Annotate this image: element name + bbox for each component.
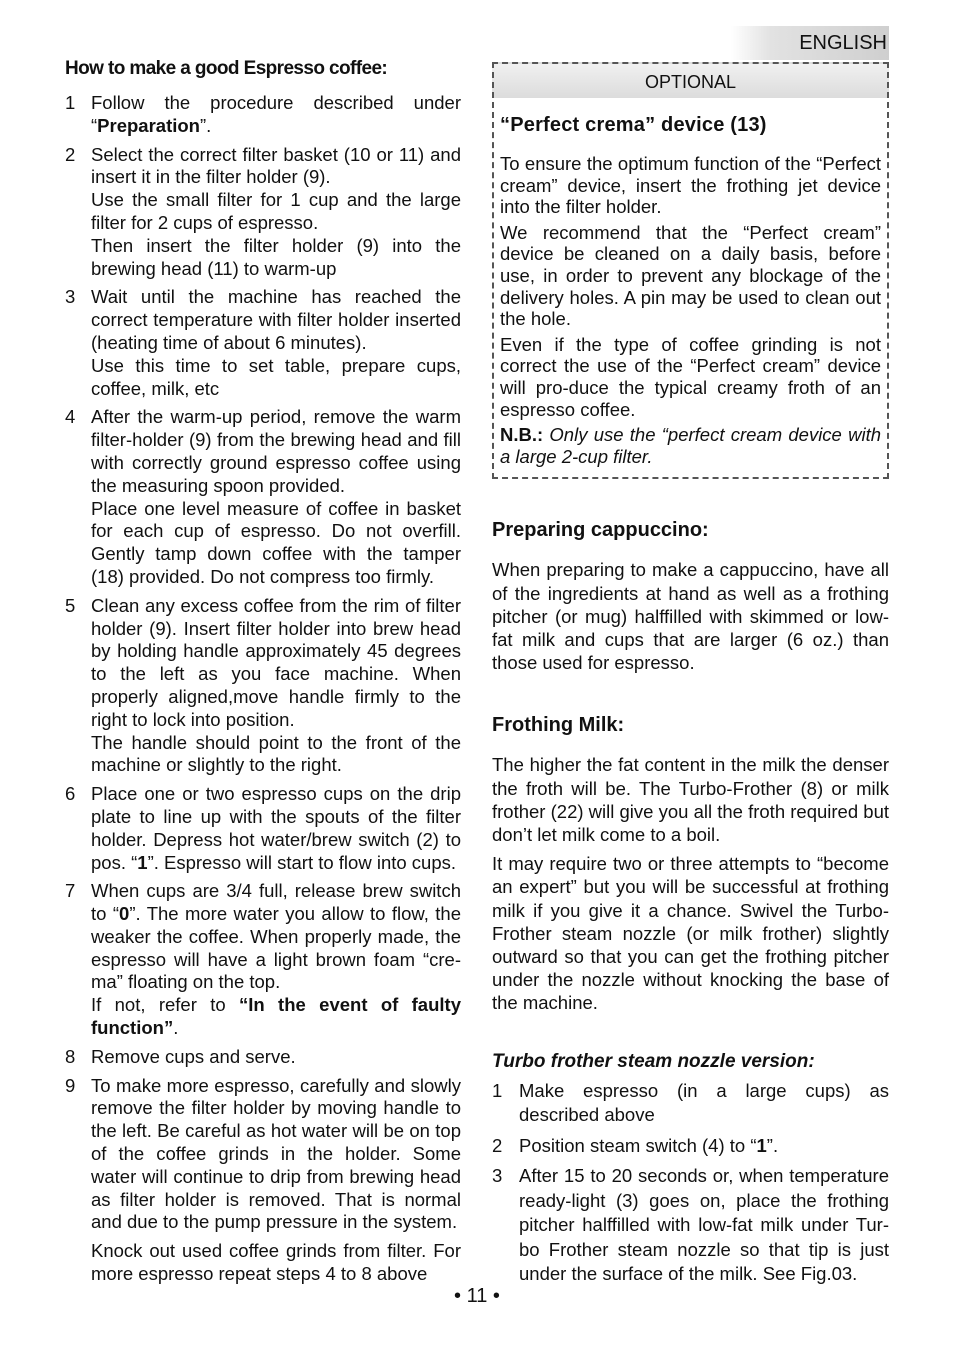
step-number: 5 [65,594,76,616]
step-number: 8 [65,1045,76,1067]
optional-label: OPTIONAL [492,62,889,98]
subsection-heading-turbo: Turbo frother steam nozzle version: [492,1050,815,1072]
list-item: 3 After 15 to 20 seconds or, when temperature ready-light (3) goes on, place the frothing pitcher halffilled with low-fat milk under Tur-bo Frother steam nozzle so that tip is just under the surface of the milk. See Fig.03. [492,1165,889,1285]
section-heading-frothing: Frothing Milk: [492,714,625,737]
list-item: 2 Select the correct filter basket (10 or 11) and insert it in the filter holder (9). Use the small filter for 1 cup and the large filter for 2 cups of espresso. Then insert the filter holder (9) into the brewing head (11) to warm-up [65,143,461,279]
turbo-steps-list [492,1079,889,1287]
list-item: 6 Place one or two espresso cups on the drip plate to line up with the spouts of the filter holder. Depress hot water/brew switch (2) to pos. “1”. Espresso will start to flow into cups. [65,783,461,873]
list-item: 5 Clean any excess coffee from the rim of filter holder (9). Insert filter holder into brew head by holding handle approximately 45 degrees to the left as you face machine. When properly aligned,move handle firmly to the right to lock into position. The handle should point to the front of the machine or slightly to the right. [65,594,461,776]
page-number: • 11 • [454,1285,500,1307]
section-heading-cappuccino: Preparing cappuccino: [492,519,709,542]
step-number: 3 [492,1165,503,1187]
list-item: 7 When cups are 3/4 full, release brew switch to “0”. The more water you allow to flow, the weaker the coffee. When properly made, the espresso will have a light brown foam “cre-ma” floating on the top. If not, refer to “In the event of faulty function”. [65,880,461,1039]
step-number: 6 [65,783,76,805]
left-column [65,58,461,1292]
language-label: ENGLISH [731,26,889,60]
step-number: 3 [65,286,76,308]
optional-title: “Perfect crema” device (13) [500,114,767,136]
right-column: OPTIONAL “Perfect crema” device (13) To ensure the optimum function of the “Perfect cream” device, insert the frothing jet device into the filter holder. We recommend that the “Perfect cream” device be cleaned on a daily basis, before use, in order to prevent any blockage of the delivery holes. A pin may be used to clean out the hole. Even if the type of coffee grinding is not correct the use of the “Perfect cream” device will pro-duce the typical creamy froth of an espresso coffee. N.B.: Only use the “perfect cream device with a large 2-cup filter. Preparing cappuccino: When preparing to make a cappuccino, have all of the ingredients at hand as well as a frothing pitcher (or mug) halffilled with skimmed or low-fat milk and cups that are larger (6 oz.) than those used for espresso. Frothing Milk: The higher the fat content in the milk the denser the froth will be. The Turbo-Frother (8) or milk frother (22) will give you all the froth required but don’t let milk come to a boil. It may require two or three attempts to “become an expert” but you will be successful at frothing milk if you give it a chance. Swivel the Turbo-Frother steam nozzle (or milk frother) slightly outward so that you can get the frothing pitcher under the nozzle without knocking the base of the machine. Turbo frother steam nozzle version: 1 Make espresso (in a large cups) as described above 2 Position steam switch (4) to “1”. 3 After 15 to 20 seconds or, when temperature ready-light (3) goes on, place the frothing pitcher halffilled with low-fat milk under Tur-bo Frother steam nozzle so that tip is just under the surface of the milk. See Fig.03. [492,62,889,1293]
optional-box: “Perfect crema” device (13) To ensure the optimum function of the “Perfect cream” device, insert the frothing jet device into the filter holder. We recommend that the “Perfect cream” device be cleaned on a daily basis, before use, in order to prevent any blockage of the delivery holes. A pin may be used to clean out the hole. Even if the type of coffee grinding is not correct the use of the “Perfect cream” device will pro-duce the typical creamy froth of an espresso coffee. N.B.: Only use the “perfect cream device with a large 2-cup filter. [492,102,889,479]
section-heading-espresso: How to make a good Espresso coffee: [65,58,388,79]
step-number: 1 [492,1079,503,1101]
list-item: 9 To make more espresso, carefully and slowly remove the filter holder by moving handle to the left. Be careful as hot water will be on top of the coffee grinds in the holder. Some water will continue to drip from brewing head as filter holder is removed. That is normal and due to the pump pressure in the system. Knock out used coffee grinds from filter. For more espresso repeat steps 4 to 8 above [65,1074,461,1285]
step-number: 2 [65,143,76,165]
step-number: 7 [65,880,76,902]
list-item: 2 Position steam switch (4) to “1”. [492,1134,889,1159]
step-number: 4 [65,406,76,428]
note: N.B.: Only use the “perfect cream device with a large 2-cup filter. [500,424,881,467]
list-item: 1 Make espresso (in a large cups) as described above [492,1079,889,1126]
step-number: 9 [65,1074,76,1096]
list-item: 3 Wait until the machine has reached the correct temperature with filter holder inserted (heating time of about 6 minutes). Use this time to set table, prepare cups, coffee, milk, etc [65,286,461,399]
step-number: 1 [65,92,76,113]
list-item: 8 Remove cups and serve. [65,1045,296,1067]
espresso-steps-list [65,92,461,1286]
step-number: 2 [492,1134,503,1156]
list-item: 4 After the warm-up period, remove the warm filter-holder (9) from the brewing head and fill with correctly ground espresso coffee using the measuring spoon provided. Place one level measure of coffee in basket for each cup of espresso. Do not overfill. Gently tamp down coffee with the tamper (18) provided. Do not compress too firmly. [65,406,461,587]
list-item: 1 Follow the procedure described under “Preparation”. [65,92,461,136]
